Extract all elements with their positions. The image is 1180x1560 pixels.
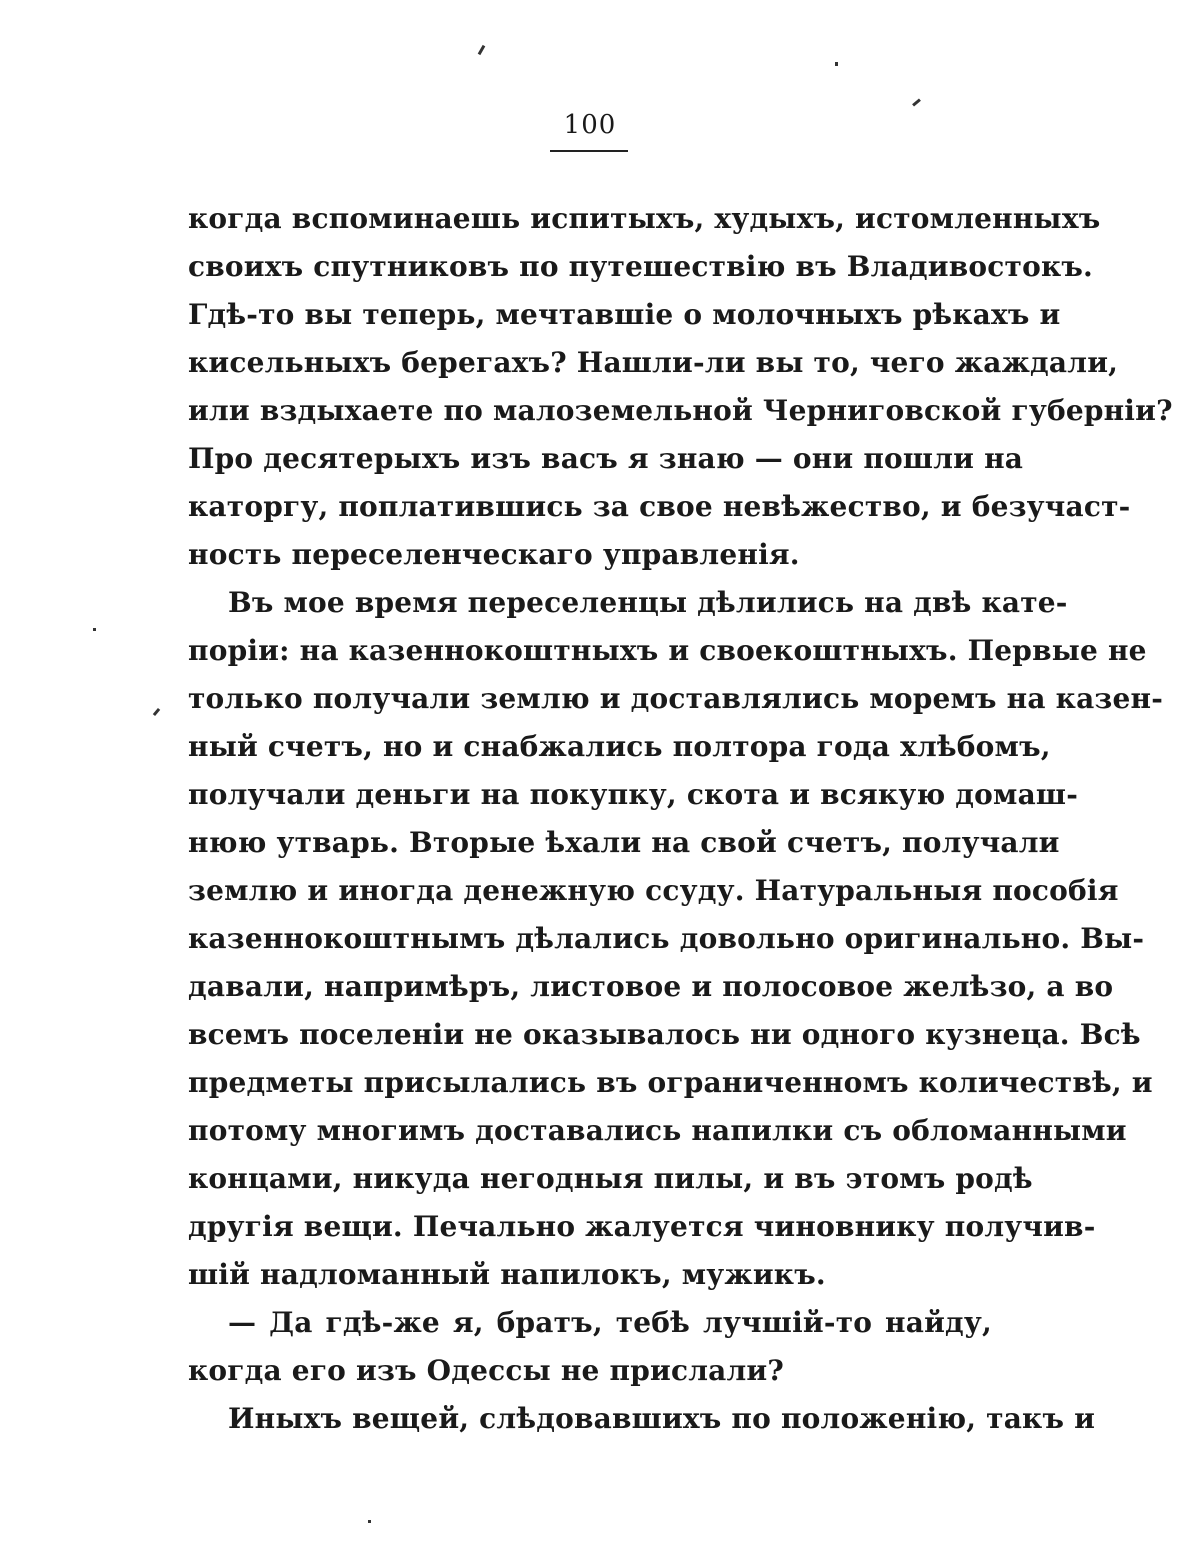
text-line: потому многимъ доставались напилки съ обломанными [188,1114,1127,1147]
scan-speck [835,62,838,66]
text-line: Гдѣ-то вы теперь, мечтавшіе о молочныхъ рѣкахъ и [188,298,1061,331]
text-line: давали, напримѣръ, листовое и полосовое желѣзо, а во [188,970,1114,1003]
scan-speck [912,98,921,106]
text-line: кисельныхъ берегахъ? Нашли-ли вы то, чего жаждали, [188,346,1119,379]
text-line: ный счетъ, но и снабжались полтора года хлѣбомъ, [188,730,1051,763]
text-line: — Да гдѣ-же я, братъ, тебѣ лучшій-то найду, [228,1306,992,1339]
text-line: казеннокоштнымъ дѣлались довольно оригинально. Вы- [188,922,1145,955]
text-line: Про десятерыхъ изъ васъ я знаю — они пошли на [188,442,1024,475]
text-line: или вздыхаете по малоземельной Черниговской губерніи? [188,394,1173,427]
text-line: каторгу, поплатившись за свое невѣжество, и безучаст- [188,490,1131,523]
scan-speck [478,45,486,55]
scan-speck [93,628,96,631]
text-line: нюю утварь. Вторые ѣхали на свой счетъ, получали [188,826,1060,859]
scan-speck [153,708,160,716]
page-number-rule [550,150,628,152]
text-line: концами, никуда негодныя пилы, и въ этомъ родѣ [188,1162,1033,1195]
text-line: землю и иногда денежную ссуду. Натуральныя пособія [188,874,1119,907]
text-line: шій надломанный напилокъ, мужикъ. [188,1258,826,1291]
scan-speck [368,1520,371,1523]
text-line: Въ мое время переселенцы дѣлились на двѣ кате- [228,586,1068,619]
text-line: своихъ спутниковъ по путешествію въ Владивостокъ. [188,250,1093,283]
text-line: всемъ поселеніи не оказывалось ни одного кузнеца. Всѣ [188,1018,1141,1051]
text-line: другія вещи. Печально жалуется чиновнику получив- [188,1210,1096,1243]
text-line: только получали землю и доставлялись моремъ на казен- [188,682,1164,715]
page-number: 100 [563,110,617,140]
text-line: предметы присылались въ ограниченномъ количествѣ, и [188,1066,1153,1099]
text-line: получали деньги на покупку, скота и всякую домаш- [188,778,1079,811]
text-line: когда его изъ Одессы не прислали? [188,1354,784,1387]
body-text [188,195,1173,1443]
text-line: поріи: на казеннокоштныхъ и своекоштныхъ. Первые не [188,634,1147,667]
text-line: когда вспоминаешь испитыхъ, худыхъ, истомленныхъ [188,202,1101,235]
text-line: ность переселенческаго управленія. [188,538,800,571]
text-line: Иныхъ вещей, слѣдовавшихъ по положенію, такъ и [228,1402,1096,1435]
